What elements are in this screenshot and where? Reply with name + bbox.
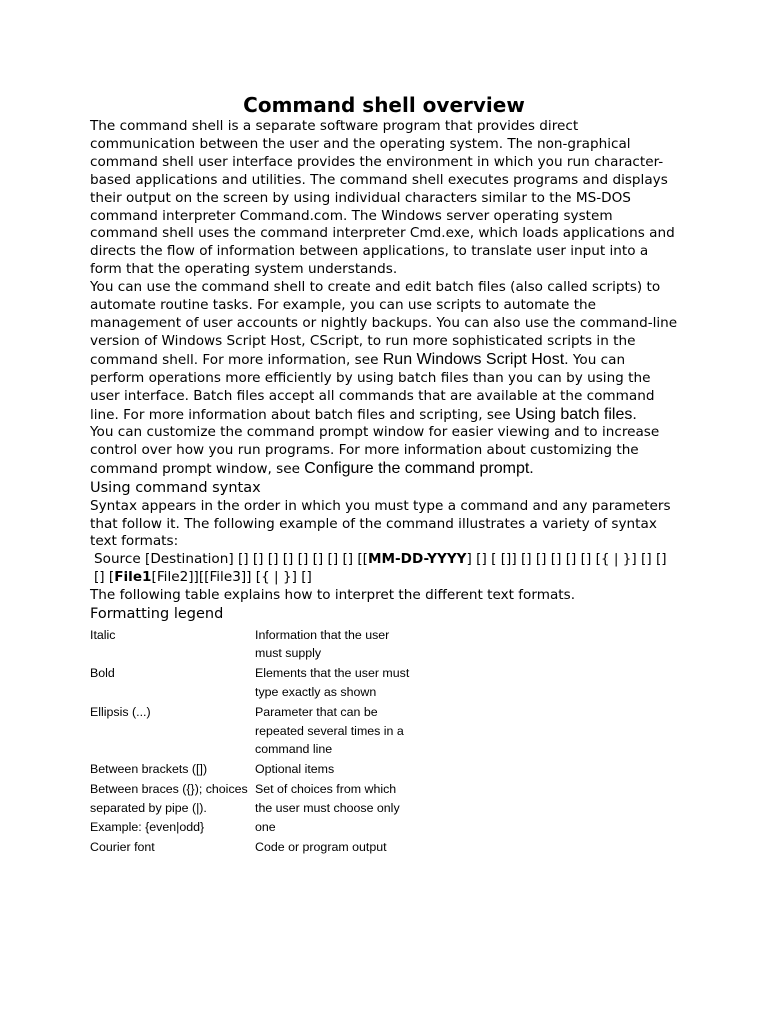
table-intro-paragraph: The following table explains how to interpret the different text formats. (90, 587, 576, 604)
formatting-legend-table (90, 626, 415, 858)
table-row (90, 780, 415, 837)
table-row (90, 760, 415, 780)
legend-meaning-cell: Set of choices from which the user must choose only one (255, 782, 400, 834)
legend-format-cell: Between brackets ([]) (90, 762, 208, 777)
legend-meaning-cell: Elements that the user must type exactly as shown (255, 666, 410, 699)
syntax-part-c: ] [] [ []] [] [] [] [] [] [{ | }] [] [] (466, 551, 667, 568)
legend-meaning-cell: Parameter that can be repeated several times in a command line (255, 704, 404, 757)
run-windows-script-host-link[interactable]: Run Windows Script Host. (382, 350, 569, 368)
table-row (90, 703, 415, 760)
table-row (90, 626, 415, 665)
legend-format-cell: Italic (90, 627, 116, 642)
section-heading-syntax: Using command syntax (90, 480, 261, 497)
syntax-bold-date: MM-DD-YYYY (367, 551, 467, 568)
syntax-part-a: Source [Destination] [] [] [] [] [] [] [] [] [[ (94, 551, 368, 568)
syntax-paragraph: Syntax appears in the order in which you must type a command and any parameters that follow it. The following example of the command illustrates a variety of syntax text formats: (90, 497, 671, 550)
syntax-part-e: [File2]][[File3]] [{ | }] [] (151, 569, 312, 586)
legend-meaning-cell: Optional items (255, 762, 335, 777)
section-heading-legend: Formatting legend (90, 606, 224, 623)
table-row (90, 838, 415, 858)
page-title: Command shell overview (243, 93, 525, 117)
syntax-example (90, 551, 678, 587)
syntax-part-d: [] [ (94, 569, 115, 586)
syntax-bold-file: File1 (114, 569, 152, 586)
batch-files-text-a: You can use the command shell to create and edit batch files (also called scripts) to automate routine tasks. For example, you can use scripts to automate the management of user accounts or nightly backups. You can also use the command-line version of Windows Script Host, CScript, to run more sophisticated scripts in the command shell. For more information, see (90, 279, 678, 368)
legend-format-cell: Between braces ({}); choices separated by pipe (|). Example: {even|odd} (90, 782, 248, 834)
configure-command-prompt-link[interactable]: Configure the command prompt. (304, 460, 534, 478)
legend-format-cell: Bold (90, 666, 115, 681)
using-batch-files-link[interactable]: Using batch files. (514, 405, 637, 423)
batch-files-text-b: You can perform operations more efficiently by using batch files than you can by using the user interface. Batch files accept all commands that are available at the command line. For more information about batch files and scripting, see (90, 351, 655, 423)
document-page (90, 92, 678, 858)
batch-files-paragraph (90, 279, 678, 424)
customize-paragraph (90, 424, 678, 479)
intro-paragraph: The command shell is a separate software program that provides direct communication between the user and the operating system. The non-graphical command shell user interface provides the environment in which you run character-based applications and utilities. The command shell executes programs and displays their output on the screen by using individual characters similar to the MS-DOS command interpreter Command.com. The Windows server operating system command shell uses the command interpreter Cmd.exe, which loads applications and directs the flow of information between applications, to translate user input into a form that the operating system understands. (90, 118, 675, 278)
table-row (90, 664, 415, 703)
legend-format-cell: Courier font (90, 839, 155, 854)
legend-meaning-cell: Information that the user must supply (255, 627, 390, 661)
legend-meaning-cell: Code or program output (255, 839, 387, 854)
customize-text: You can customize the command prompt window for easier viewing and to increase control over how you run programs. For more information about customizing the command prompt window, see (90, 424, 660, 478)
legend-format-cell: Ellipsis (...) (90, 704, 151, 719)
